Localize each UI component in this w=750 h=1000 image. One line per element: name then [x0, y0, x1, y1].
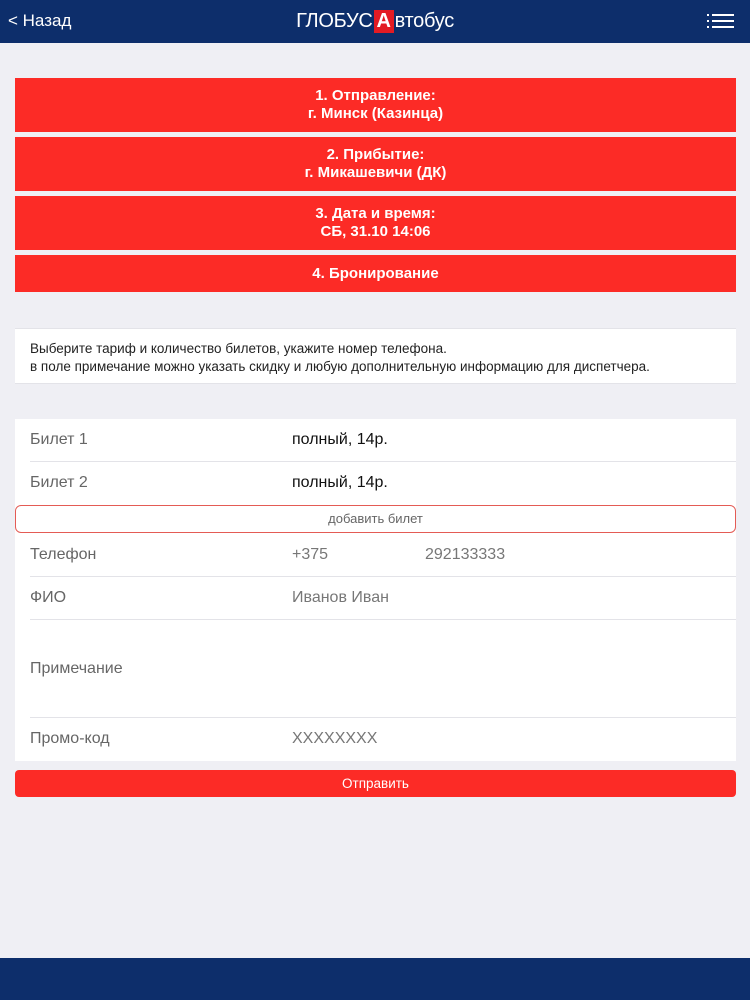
ticket-row-2[interactable] [30, 462, 736, 505]
step-departure-value: г. Минск (Казинца) [307, 105, 444, 122]
note-row[interactable] [30, 620, 736, 718]
step-datetime[interactable] [15, 196, 736, 250]
ticket-2-label: Билет 2 [30, 474, 88, 491]
ticket-2-fare[interactable]: полный, 14р. [292, 474, 388, 491]
ticket-row-1[interactable] [30, 419, 736, 462]
promo-input[interactable]: XXXXXXXX [292, 730, 378, 747]
instructions-line1: Выберите тариф и количество билетов, укажите номер телефона. [30, 341, 447, 356]
step-departure[interactable] [15, 78, 736, 132]
promo-label: Промо-код [30, 730, 110, 747]
booking-form [15, 419, 736, 761]
phone-number-input[interactable]: 292133333 [425, 546, 506, 563]
ticket-1-label: Билет 1 [30, 431, 88, 448]
logo-letter-a: А [374, 10, 394, 33]
add-ticket-wrap [15, 505, 736, 534]
bottom-bar [0, 958, 750, 1000]
app-logo [0, 10, 750, 33]
step-arrival[interactable] [15, 137, 736, 191]
instructions-box [15, 328, 736, 384]
booking-steps [15, 78, 736, 297]
phone-code-field[interactable]: +375 [292, 546, 329, 563]
instructions-line2: в поле примечание можно указать скидку и любую дополнительную информацию для диспетчера. [30, 359, 650, 374]
step-datetime-value: СБ, 31.10 14:06 [320, 223, 431, 240]
step-booking-title: 4. Бронирование [312, 264, 439, 282]
step-booking[interactable] [15, 255, 736, 292]
name-label: ФИО [30, 589, 67, 606]
top-navigation-bar [0, 0, 750, 43]
name-row [30, 577, 736, 620]
submit-button[interactable]: Отправить [15, 770, 736, 797]
phone-label: Телефон [30, 546, 97, 563]
add-ticket-button[interactable]: добавить билет [15, 505, 736, 533]
step-datetime-title: 3. Дата и время: [315, 205, 436, 222]
phone-row [30, 534, 736, 577]
logo-text-part2: втобус [394, 10, 454, 32]
back-button[interactable]: < Назад [8, 11, 72, 30]
note-label: Примечание [30, 660, 123, 677]
ticket-1-fare[interactable]: полный, 14р. [292, 431, 388, 448]
step-arrival-title: 2. Прибытие: [326, 146, 425, 163]
logo-text-part1: ГЛОБУС [296, 10, 373, 32]
promo-row [30, 718, 736, 761]
step-departure-title: 1. Отправление: [315, 87, 436, 104]
name-input[interactable]: Иванов Иван [292, 589, 389, 606]
list-icon[interactable] [712, 14, 734, 30]
step-arrival-value: г. Микашевичи (ДК) [304, 164, 447, 181]
